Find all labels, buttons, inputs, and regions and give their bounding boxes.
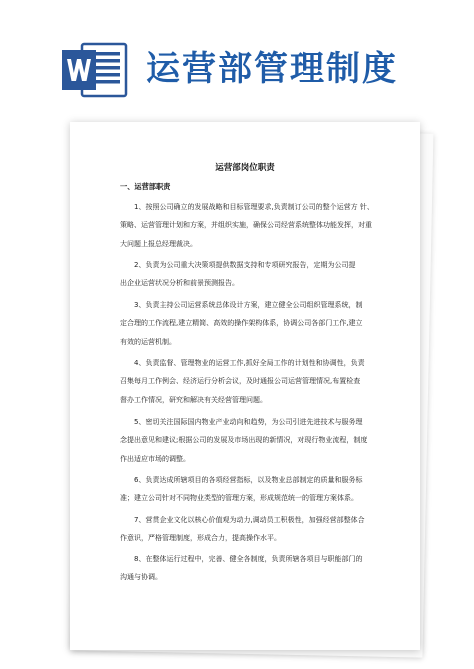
word-document-icon [62,40,128,100]
duty-paragraph-6 [120,471,386,508]
paragraph-line: 召集每月工作例会、经济运行分析会议，及时通报公司运营管理情况,布置检查 [120,377,361,386]
paragraph-line: 4、负责监督、管理物业的运营工作,抓好全局工作的计划性和协调性，负责 [134,359,365,367]
paragraph-line: 定合理的工作流程,建立精简、高效的操作架构体系，协调公司各部门工作,建立 [120,319,363,328]
paragraph-line: 大问题上报总经理裁决。 [120,239,197,248]
paragraph-line: 7、营贯企业文化以核心价值观为动力,调动员工积极性，加强经营部整体合 [134,516,365,524]
document-title: 运营部岗位职责 [215,163,275,173]
paragraph-line: 3、负责主持公司运营系统总体设计方案，建立健全公司组织管理系统，制 [134,301,363,309]
paragraph-line: 督办工作情况，研究和解决有关经营管理问题。 [120,395,267,404]
paragraph-line: 6、负责达成所辖项目的各项经营指标，以及物业总部制定的质量和服务标 [134,476,363,484]
banner-title: 运营部管理制度 [146,49,398,89]
paragraph-line: 1、按照公司确立的发展战略和目标管理要求,负责制订公司的整个运营方 针、 [134,203,374,211]
duty-paragraph-8 [120,550,386,587]
paragraph-line: 出企业运营状况分析和前景预测报告。 [120,279,239,288]
duty-paragraph-3 [120,296,386,351]
duty-paragraph-4 [120,354,386,409]
document-page [70,122,420,650]
document-preview [66,122,432,662]
duty-paragraph-7 [120,511,386,548]
paragraph-line: 有效的运营机制。 [120,337,176,346]
paragraph-line: 策略、运营管理计划和方案，并组织实施，确保公司经营系统整体功能发挥，对重 [120,221,372,230]
paragraph-line: 5、密切关注国际国内物业产业动向和趋势，为公司引进先进技术与服务理 [134,418,363,426]
paragraph-line: 沟通与协调。 [120,573,162,582]
paragraph-line: 8、在整体运行过程中，完善、健全各制度，负责所辖各项目与职能部门的 [134,555,363,563]
header-banner [0,0,474,105]
paragraph-line: 念提出意见和建议;根据公司的发展及市场出现的新情况，对现行物业流程，制度 [120,436,368,445]
section-heading: 一、运营部职责 [120,182,171,191]
paragraph-line: 作出适应市场的调整。 [120,454,190,463]
duty-paragraph-2 [120,256,386,293]
paragraph-line: 准；建立公司针对不同物业类型的管理方案，形成规范统一的管理方案体系。 [120,494,358,503]
duty-paragraph-1 [120,198,386,253]
paragraph-line: 2、负责为公司重大决策项提供数据支持和专项研究报告，定期为公司提 [134,261,356,269]
duty-paragraph-5 [120,413,386,468]
paragraph-line: 作意识，严格管理制度，形成合力，提高操作水平。 [120,534,281,543]
